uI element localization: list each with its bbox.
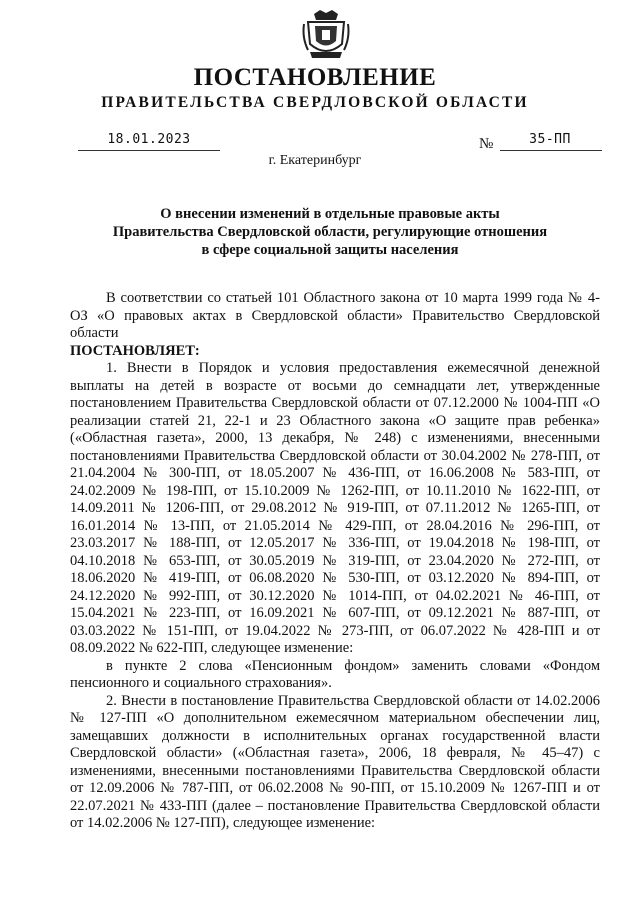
- city: г. Екатеринбург: [268, 153, 362, 168]
- subject-line: О внесении изменений в отдельные правовые акты: [160, 206, 500, 222]
- issuing-authority: ПРАВИТЕЛЬСТВА СВЕРДЛОВСКОЙ ОБЛАСТИ: [101, 94, 529, 111]
- resolves-heading: ПОСТАНОВЛЯЕТ:: [70, 342, 200, 359]
- document-number: 35-ПП: [529, 132, 571, 147]
- item-1-paragraph: 1. Внести в Порядок и условия предоставления ежемесячной денежной выплаты на детей в возрасте от восьми до семнадцати лет, утвержденные постановлением Правительства Свердловской области от 07.12.2000 № 1004-ПП «О реализации статей 21, 22-1 и 23 Областного закона «О защите прав ребенка» («Областная газета», 2000, 13 декабря, № 248) с изменениями, внесенными постановлениями Правительства Свердловской области от 30.04.2002 № 278-ПП, от 21.04.2004 № 300-ПП, от 18.05.2007 № 436-ПП, от 16.06.2008 № 583-ПП, от 24.02.2009 № 198-ПП, от 15.10.2009 № 1262-ПП, от 10.11.2010 № 1622-ПП, от 14.09.2011 № 1206-ПП, от 29.08.2012 № 919-ПП, от 07.11.2012 № 1265-ПП, от 16.01.2014 № 13-ПП, от 21.05.2014 № 429-ПП, от 28.04.2016 № 296-ПП, от 23.03.2017 № 188-ПП, от 12.05.2017 № 336-ПП, от 19.04.2018 № 198-ПП, от 04.10.2018 № 653-ПП, от 30.05.2019 № 319-ПП, от 23.04.2020 № 272-ПП, от 18.06.2020 № 419-ПП, от 06.08.2020 № 530-ПП, от 03.12.2020 № 894-ПП, от 24.12.2020 № 992-ПП, от 30.12.2020 № 1014-ПП, от 04.02.2021 № 46-ПП, от 15.04.2021 № 223-ПП, от 16.09.2021 № 607-ПП, от 09.12.2021 № 887-ПП, от 03.03.2022 № 151-ПП, от 19.04.2022 № 273-ПП, от 06.07.2022 № 428-ПП и от 08.09.2022 № 622-ПП, следующее изменение:: [70, 360, 600, 656]
- subject-line: в сфере социальной защиты населения: [201, 242, 459, 258]
- document-date: 18.01.2023: [107, 132, 191, 147]
- subject-line: Правительства Свердловской области, регулирующие отношения: [112, 224, 548, 240]
- preamble-paragraph: В соответствии со статьей 101 Областного закона от 10 марта 1999 года № 4-ОЗ «О правовых актах в Свердловской области» Правительство Свердловской области: [70, 290, 600, 341]
- number-underline: [500, 150, 602, 151]
- number-sign: №: [479, 136, 494, 152]
- coat-of-arms-icon: [300, 8, 352, 64]
- item-2-paragraph: 2. Внести в постановление Правительства Свердловской области от 14.02.2006 № 127-ПП «О дополнительном ежемесячном материальном обеспечении лиц, замещавших должности в исполнительных органах государственной власти Свердловской области» («Областная газета», 2006, 18 февраля, № 45–47) с изменениями, внесенными постановлениями Правительства Свердловской области от 12.09.2006 № 787-ПП, от 06.02.2008 № 90-ПП, от 15.10.2009 № 1267-ПП и от 22.07.2021 № 433-ПП (далее – постановление Правительства Свердловской области от 14.02.2006 № 127-ПП), следующее изменение:: [70, 692, 600, 831]
- document-title: ПОСТАНОВЛЕНИЕ: [193, 64, 437, 91]
- item-1-change-paragraph: в пункте 2 слова «Пенсионным фондом» заменить словами «Фондом пенсионного и социального страхования».: [70, 657, 600, 691]
- document-body: [70, 290, 600, 833]
- date-underline: [78, 150, 220, 151]
- document-subject: [70, 205, 590, 259]
